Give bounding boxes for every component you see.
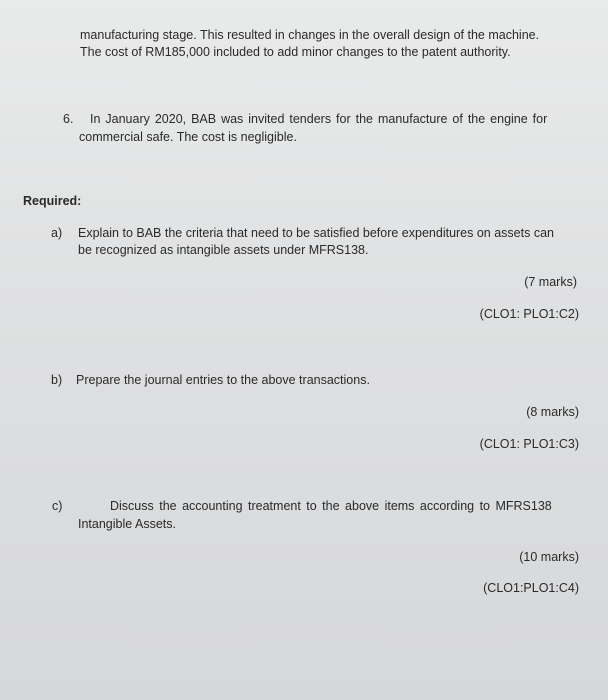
question-b-marks: (8 marks): [526, 405, 579, 419]
question-b-line-1: Prepare the journal entries to the above transactions.: [76, 373, 370, 387]
question-a-clo: (CLO1: PLO1:C2): [479, 307, 579, 321]
question-a-marks: (7 marks): [524, 275, 577, 289]
question-a-line-1: Explain to BAB the criteria that need to be satisfied before expenditures on assets can: [78, 226, 554, 240]
question-c-label: c): [52, 499, 63, 513]
intro-line-2: The cost of RM185,000 included to add minor changes to the patent authority.: [80, 45, 511, 59]
intro-line-1: manufacturing stage. This resulted in changes in the overall design of the machine.: [80, 28, 540, 42]
question-a-label: a): [51, 226, 63, 240]
question-c-clo: (CLO1:PLO1:C4): [483, 581, 579, 595]
question-a-line-2: be recognized as intangible assets under MFRS138.: [78, 243, 369, 257]
question-b-label: b): [51, 373, 63, 387]
question-c-line-1: Discuss the accounting treatment to the above items according to MFRS138: [110, 499, 552, 513]
item-6-line-1: In January 2020, BAB was invited tenders for the manufacture of the engine for: [90, 112, 548, 126]
question-b-clo: (CLO1: PLO1:C3): [479, 437, 579, 451]
required-heading: Required:: [23, 194, 82, 208]
question-c-marks: (10 marks): [519, 550, 579, 564]
item-6-line-2: commercial safe. The cost is negligible.: [79, 130, 297, 144]
question-c-line-2: Intangible Assets.: [78, 517, 176, 531]
item-6-number: 6.: [63, 112, 74, 126]
